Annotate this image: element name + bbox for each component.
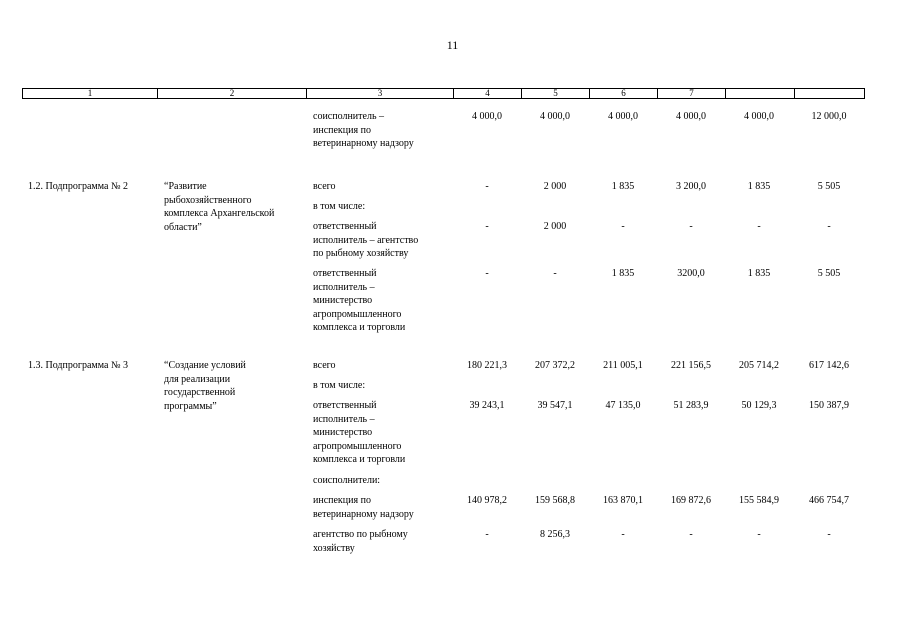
value-cell: 1 835	[747, 268, 771, 279]
value-cell: 617 142,6	[809, 360, 849, 371]
header-col-5: 5	[522, 89, 590, 99]
subprogram-name: “Развитие рыбохозяйственного комплекса Архангельской области”	[164, 181, 275, 233]
subprogram-code: 1.3. Подпрограмма № 3	[28, 360, 128, 371]
value-cell: 39 547,1	[537, 400, 573, 411]
co-executors-label: соисполнители:	[313, 475, 381, 486]
value-cell: 12 000,0	[811, 111, 847, 122]
header-col-6: 6	[590, 89, 658, 99]
value-cell: 466 754,7	[809, 495, 849, 506]
value-cell: 140 978,2	[467, 495, 507, 506]
header-col-7: 7	[658, 89, 726, 99]
value-cell: -	[485, 529, 489, 540]
executor-text: ответственный исполнитель – министерство агропромышленного комплекса и торговли	[313, 400, 406, 465]
value-cell: -	[757, 221, 761, 232]
value-cell: 2 000	[543, 221, 567, 232]
column-number-header	[22, 88, 865, 99]
value-cell: 5 505	[817, 181, 841, 192]
value-cell: 163 870,1	[603, 495, 643, 506]
value-cell: 50 129,3	[741, 400, 777, 411]
subprogram-name: “Создание условий для реализации государственной программы”	[164, 360, 246, 412]
value-cell: -	[621, 221, 625, 232]
value-cell: 221 156,5	[671, 360, 711, 371]
header-col-9	[795, 89, 865, 99]
value-cell: -	[553, 268, 557, 279]
value-cell: 39 243,1	[469, 400, 505, 411]
value-cell: 3 200,0	[676, 181, 706, 192]
value-cell: -	[689, 529, 693, 540]
value-cell: 159 568,8	[535, 495, 575, 506]
executor-text: ответственный исполнитель – министерство агропромышленного комплекса и торговли	[313, 268, 406, 333]
value-cell: -	[689, 221, 693, 232]
executor-text: ответственный исполнитель – агентство по рыбному хозяйству	[313, 221, 419, 259]
value-cell: -	[827, 529, 831, 540]
total-label: всего	[313, 360, 336, 371]
value-cell: 150 387,9	[809, 400, 849, 411]
value-cell: -	[827, 221, 831, 232]
value-cell: 47 135,0	[605, 400, 641, 411]
header-col-4: 4	[454, 89, 522, 99]
subprogram-code: 1.2. Подпрограмма № 2	[28, 181, 128, 192]
page-number: 11	[446, 38, 459, 52]
value-cell: 4 000,0	[472, 111, 502, 122]
value-cell: -	[485, 268, 489, 279]
value-cell: -	[485, 221, 489, 232]
value-cell: 4 000,0	[676, 111, 706, 122]
value-cell: 1 835	[611, 181, 635, 192]
including-label: в том числе:	[313, 380, 366, 391]
value-cell: 155 584,9	[739, 495, 779, 506]
value-cell: 4 000,0	[608, 111, 638, 122]
value-cell: 8 256,3	[540, 529, 570, 540]
header-col-8	[726, 89, 795, 99]
including-label: в том числе:	[313, 201, 366, 212]
header-col-2: 2	[158, 89, 307, 99]
value-cell: 4 000,0	[744, 111, 774, 122]
value-cell: -	[757, 529, 761, 540]
header-col-3: 3	[307, 89, 454, 99]
value-cell: 180 221,3	[467, 360, 507, 371]
value-cell: 169 872,6	[671, 495, 711, 506]
value-cell: 2 000	[543, 181, 567, 192]
value-cell: 205 714,2	[739, 360, 779, 371]
value-cell: 5 505	[817, 268, 841, 279]
header-col-1: 1	[23, 89, 158, 99]
value-cell: 207 372,2	[535, 360, 575, 371]
executor-text: агентство по рыбному хозяйству	[313, 529, 408, 554]
value-cell: 1 835	[747, 181, 771, 192]
value-cell: 1 835	[611, 268, 635, 279]
value-cell: 51 283,9	[673, 400, 709, 411]
value-cell: 211 005,1	[603, 360, 643, 371]
value-cell: -	[485, 181, 489, 192]
value-cell: 4 000,0	[540, 111, 570, 122]
total-label: всего	[313, 181, 336, 192]
value-cell: 3200,0	[677, 268, 705, 279]
executor-text: инспекция по ветеринарному надзору	[313, 495, 414, 520]
executor-text: соисполнитель – инспекция по ветеринарному надзору	[313, 111, 414, 149]
value-cell: -	[621, 529, 625, 540]
